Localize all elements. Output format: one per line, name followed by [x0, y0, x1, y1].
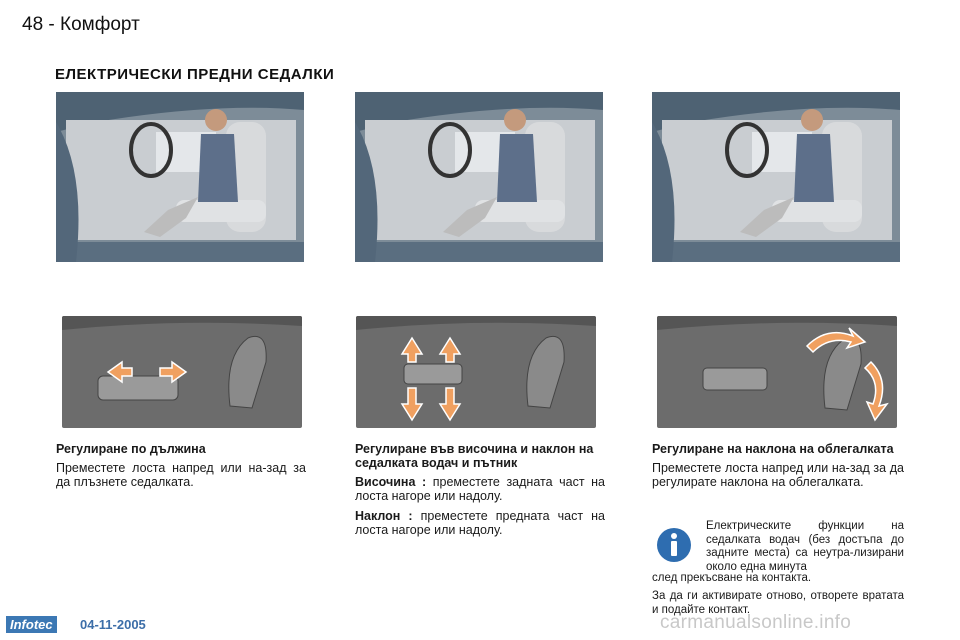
col-length-heading: Регулиране по дължина	[56, 442, 206, 456]
col-backrest-body: Преместете лоста напред или на-зад за да регулирате наклона на облегалката.	[652, 461, 904, 489]
control-height	[356, 316, 596, 428]
seat-photo-length	[56, 92, 304, 262]
info-text-line1: Електрическите функции на седалката водач (без достъпа до задните места) са неутра-лизирани около една минута	[706, 520, 904, 573]
col-backrest-heading: Регулиране на наклона на облегалката	[652, 442, 894, 456]
section-title: ЕЛЕКТРИЧЕСКИ ПРЕДНИ СЕДАЛКИ	[55, 66, 335, 83]
col-height	[355, 442, 605, 543]
col-length	[56, 442, 306, 495]
col-length-body: Преместете лоста напред или на-зад за да плъзнете седалката.	[56, 461, 306, 489]
tilt-label: Наклон :	[355, 509, 413, 523]
seat-photo-height	[355, 92, 603, 262]
info-icon	[656, 527, 692, 563]
height-text: преместете задната част на лоста нагоре или надолу.	[355, 475, 605, 503]
col-height-heading: Регулиране във височина и наклон на седалката водач и пътник	[355, 442, 594, 470]
infotec-logo: Infotec	[6, 616, 57, 633]
col-tilt-para	[355, 509, 605, 537]
tilt-text: преместете предната част на лоста нагоре или надолу.	[355, 509, 605, 537]
info-text-line3: За да ги активирате отново, отворете вратата и подайте контакт.	[652, 590, 904, 616]
page-header: 48 - Комфорт	[22, 14, 140, 35]
col-backrest	[652, 442, 904, 495]
control-backrest	[657, 316, 897, 428]
info-text-line2: след прекъсване на контакта.	[652, 572, 812, 584]
height-label: Височина :	[355, 475, 427, 489]
seat-photo-backrest	[652, 92, 900, 262]
col-height-para	[355, 475, 605, 503]
control-length	[62, 316, 302, 428]
footer-date: 04-11-2005	[80, 617, 146, 632]
watermark: carmanualsonline.info	[660, 612, 852, 633]
